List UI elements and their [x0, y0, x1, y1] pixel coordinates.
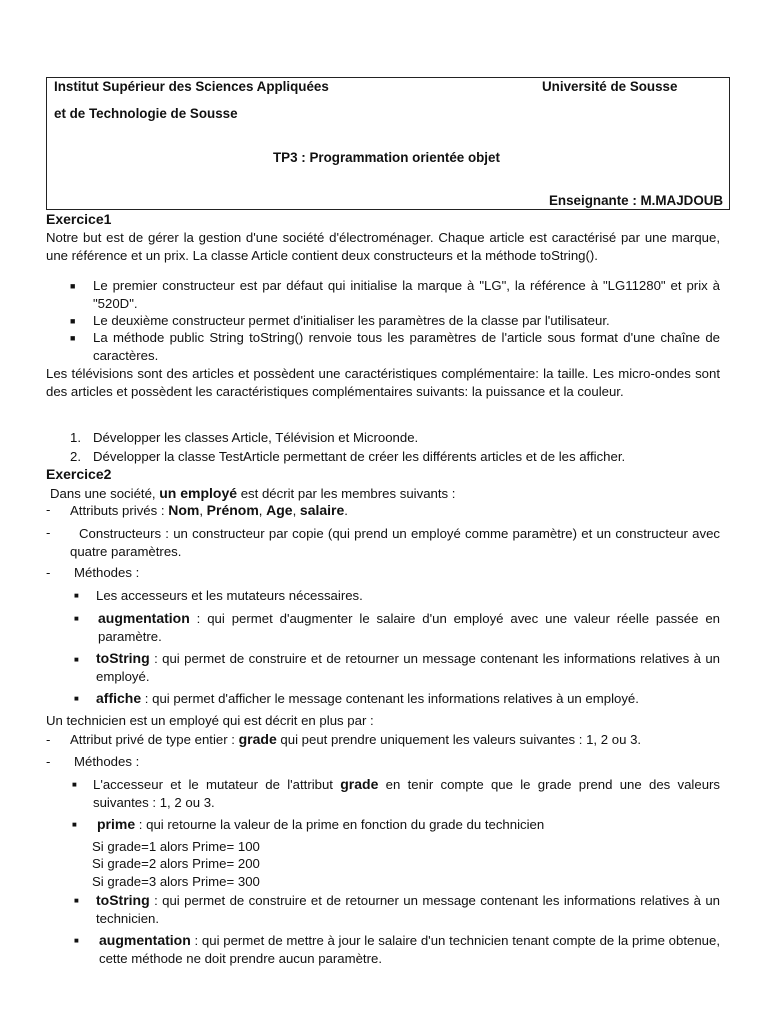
bullet-icon: ■ — [74, 896, 79, 905]
bullet-icon: ■ — [70, 316, 76, 326]
grade-rule-1: Si grade=1 alors Prime= 100 — [92, 839, 260, 854]
grade-rule-2: Si grade=2 alors Prime= 200 — [92, 856, 260, 871]
employee-methods-label: Méthodes : — [74, 565, 140, 580]
institute-line1: Institut Supérieur des Sciences Appliquées — [54, 79, 329, 94]
numbered-2-label: 2. — [70, 449, 81, 464]
ex1-bullet-3: La méthode public String toString() renvoie tous les paramètres de l'article sous format d'une chaîne de caractères. — [93, 330, 720, 363]
employee-attributes: Attributs privés : Nom, Prénom, Age, salaire. — [70, 502, 348, 518]
bullet-icon: ■ — [70, 281, 76, 291]
university-name: Université de Sousse — [542, 79, 678, 94]
ex1-bullet-1: Le premier constructeur est par défaut qui initialise la marque à "LG", la référence à "LG11280" et prix à "520D". — [93, 278, 720, 311]
bullet-icon: ■ — [74, 694, 79, 703]
dash-icon: - — [46, 754, 51, 769]
exercise1-intro: Notre but est de gérer la gestion d'une société d'électroménager. Chaque article est caractérisé par une marque, une référence et un prix. La classe Article contient deux constructeurs et la méthode toString(). — [46, 230, 720, 263]
numbered-1-label: 1. — [70, 430, 81, 445]
tech-augmentation: augmentation : qui permet de mettre à jour le salaire d'un technicien tenant compte de la prime obtenue, cette méthode ne doit prendre aucun paramètre. — [99, 932, 720, 966]
technician-methods-label: Méthodes : — [74, 754, 140, 769]
numbered-2-text: Développer la classe TestArticle permettant de créer les différents articles et de les afficher. — [93, 449, 626, 464]
dash-icon: - — [46, 525, 51, 540]
numbered-1-text: Développer les classes Article, Télévision et Microonde. — [93, 430, 419, 445]
bullet-icon: ■ — [74, 591, 79, 600]
exercise2-title: Exercice2 — [46, 466, 112, 482]
bullet-icon: ■ — [72, 780, 77, 789]
technician-intro: Un technicien est un employé qui est décrit en plus par : — [46, 713, 374, 728]
tech-tostring: toString : qui permet de construire et de retourner un message contenant les informations relatives à un technicien. — [96, 892, 720, 926]
grade-rule-3: Si grade=3 alors Prime= 300 — [92, 874, 260, 889]
exercise1-title: Exercice1 — [46, 211, 112, 227]
method-augmentation: augmentation : qui permet d'augmenter le salaire d'un employé avec une valeur réelle passée en paramètre. — [98, 610, 720, 644]
exercise1-paragraph2: Les télévisions sont des articles et possèdent une caractéristiques complémentaire: la taille. Les micro-ondes sont des articles et possèdent les caractéristiques complémentaires suivants: la puissance et la couleur. — [46, 366, 720, 399]
header-box — [46, 77, 730, 210]
bullet-icon: ■ — [72, 820, 77, 829]
technician-attribute: Attribut privé de type entier : grade qui peut prendre uniquement les valeurs suivantes : 1, 2 ou 3. — [70, 731, 642, 747]
ex1-bullet-2: Le deuxième constructeur permet d'initialiser les paramètres de la classe par l'utilisateur. — [93, 313, 610, 328]
tech-prime: prime : qui retourne la valeur de la prime en fonction du grade du technicien — [97, 816, 545, 832]
tech-accessors: L'accesseur et le mutateur de l'attribut grade en tenir compte que le grade prend une des valeurs suivantes : 1, 2 ou 3. — [93, 776, 721, 810]
employee-constructors: Constructeurs : un constructeur par copie (qui prend un employé comme paramètre) et un constructeur avec quatre paramètres. — [70, 526, 720, 559]
bullet-icon: ■ — [74, 614, 79, 623]
institute-line2: et de Technologie de Sousse — [54, 106, 238, 121]
bullet-icon: ■ — [70, 333, 76, 343]
bullet-icon: ■ — [74, 936, 79, 945]
method-affiche: affiche : qui permet d'afficher le message contenant les informations relatives à un employé. — [96, 690, 639, 706]
exercise2-intro: Dans une société, un employé est décrit par les membres suivants : — [50, 485, 456, 501]
dash-icon: - — [46, 565, 51, 580]
method-accessors: Les accesseurs et les mutateurs nécessaires. — [96, 588, 363, 603]
dash-icon: - — [46, 502, 51, 517]
bullet-icon: ■ — [74, 655, 79, 664]
dash-icon: - — [46, 732, 51, 747]
method-tostring: toString : qui permet de construire et de retourner un message contenant les informations relatives à un employé. — [96, 650, 720, 684]
teacher-name: Enseignante : M.MAJDOUB — [549, 193, 724, 208]
tp-title: TP3 : Programmation orientée objet — [273, 150, 500, 165]
